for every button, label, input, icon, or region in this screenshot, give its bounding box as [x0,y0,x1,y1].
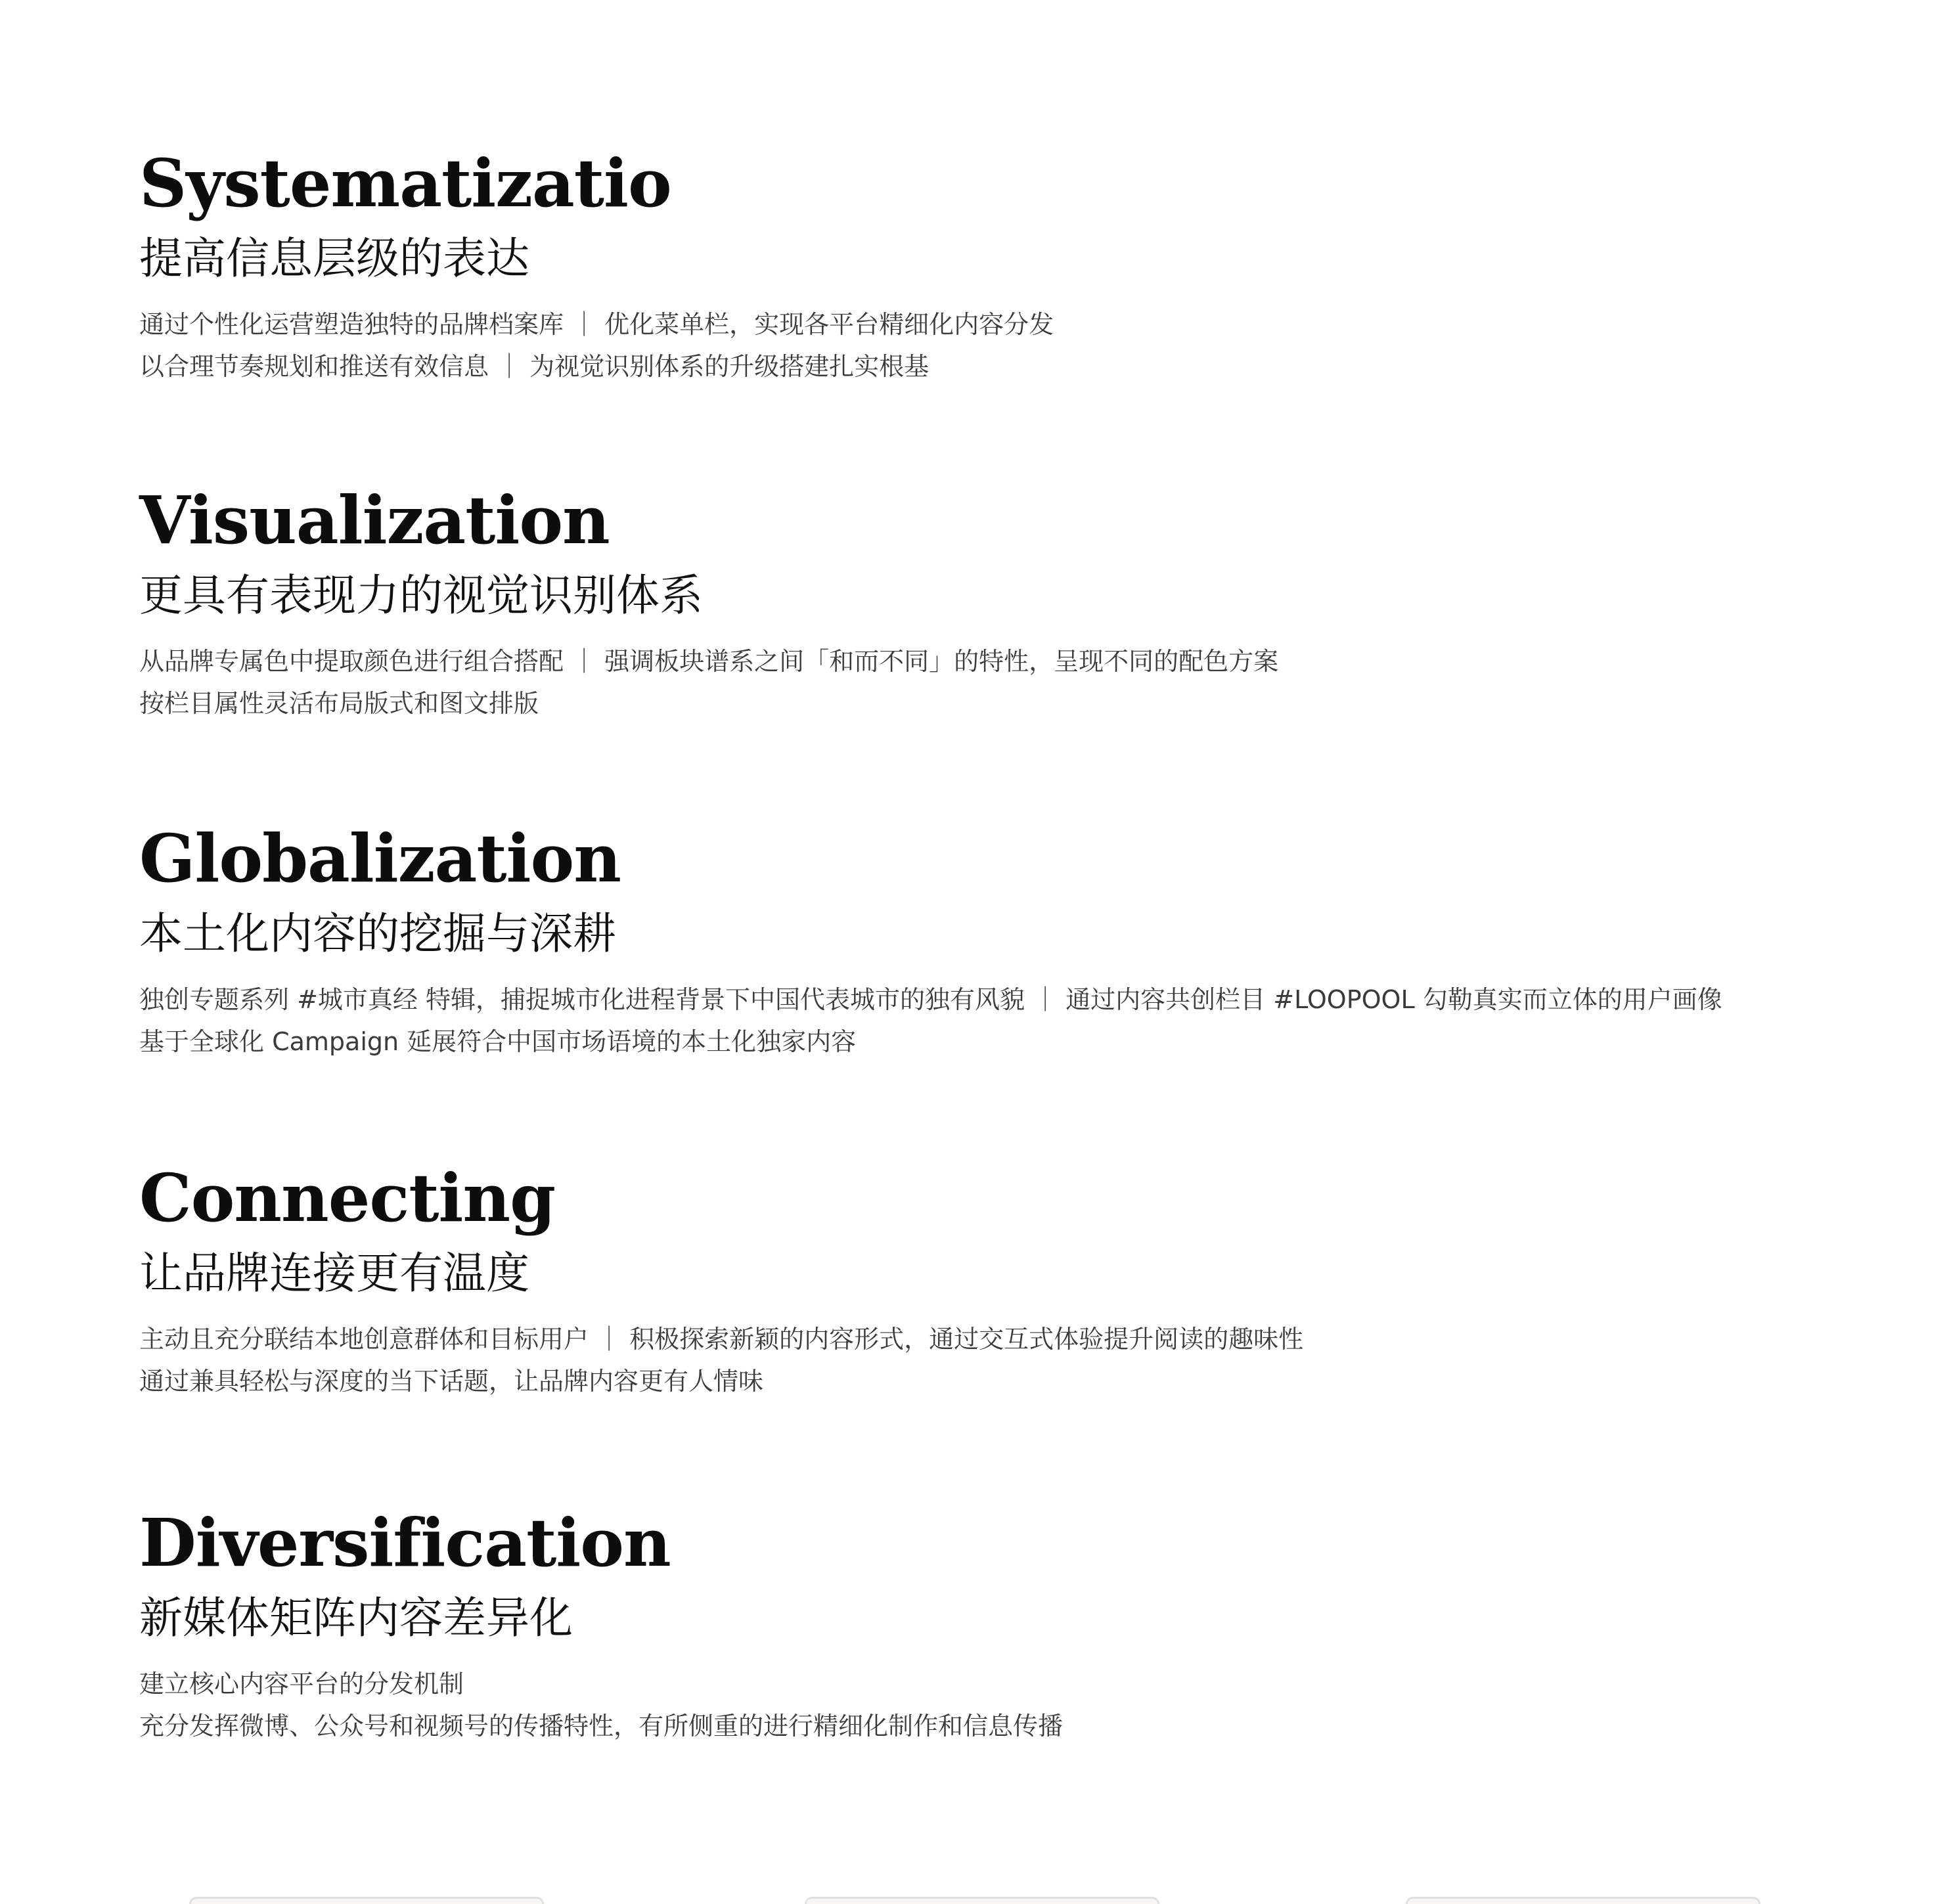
section-description [139,1663,1847,1747]
section-title-en: Systematizatio [139,144,671,222]
bottom-thumbnail-strip [0,1897,1951,1904]
description-line: 独创专题系列 #城市真经 特辑，捕捉城市化进程背景下中国代表城市的独有风貌 ｜ 通过内容共创栏目 #LOOPOOL 勾勒真实而立体的用户画像 [139,985,1722,1014]
description-line: 通过个性化运营塑造独特的品牌档案库 ｜ 优化菜单栏，实现各平台精细化内容分发 [139,310,1054,339]
description-line: 主动且充分联结本地创意群体和目标用户 ｜ 积极探索新颖的内容形式，通过交互式体验提升阅读的趣味性 [139,1325,1304,1354]
section-title-cn: 本土化内容的挖掘与深耕 [139,908,616,959]
section-description [139,640,1847,724]
description-line: 以合理节奏规划和推送有效信息 ｜ 为视觉识别体系的升级搭建扎实根基 [139,352,930,381]
thumbnail-card [189,1897,544,1904]
section-title-en: Connecting [139,1159,556,1237]
thumbnail-card [805,1897,1159,1904]
section-visualization [139,481,1847,724]
description-line: 建立核心内容平台的分发机制 [139,1670,464,1698]
thumbnail-card [1406,1897,1760,1904]
section-connecting [139,1159,1847,1402]
section-title-en: Visualization [139,481,610,559]
section-globalization [139,820,1847,1063]
section-diversification [139,1504,1847,1747]
section-title-en: Diversification [139,1504,671,1582]
description-line: 通过兼具轻松与深度的当下话题，让品牌内容更有人情味 [139,1367,764,1396]
description-line: 基于全球化 Campaign 延展符合中国市场语境的本土化独家内容 [139,1027,857,1056]
description-line: 充分发挥微博、公众号和视频号的传播特性，有所侧重的进行精细化制作和信息传播 [139,1712,1064,1740]
section-title-cn: 提高信息层级的表达 [139,233,529,284]
section-title-cn: 让品牌连接更有温度 [139,1248,529,1298]
section-title-cn: 更具有表现力的视觉识别体系 [139,570,703,621]
section-systematization [139,144,1847,387]
description-line: 按栏目属性灵活布局版式和图文排版 [139,689,539,718]
section-description [139,303,1847,387]
section-title-en: Globalization [139,820,621,897]
section-description [139,1318,1847,1402]
section-title-cn: 新媒体矩阵内容差异化 [139,1593,573,1643]
section-description [139,979,1847,1063]
description-line: 从品牌专属色中提取颜色进行组合搭配 ｜ 强调板块谱系之间「和而不同」的特性，呈现不同的配色方案 [139,647,1279,676]
